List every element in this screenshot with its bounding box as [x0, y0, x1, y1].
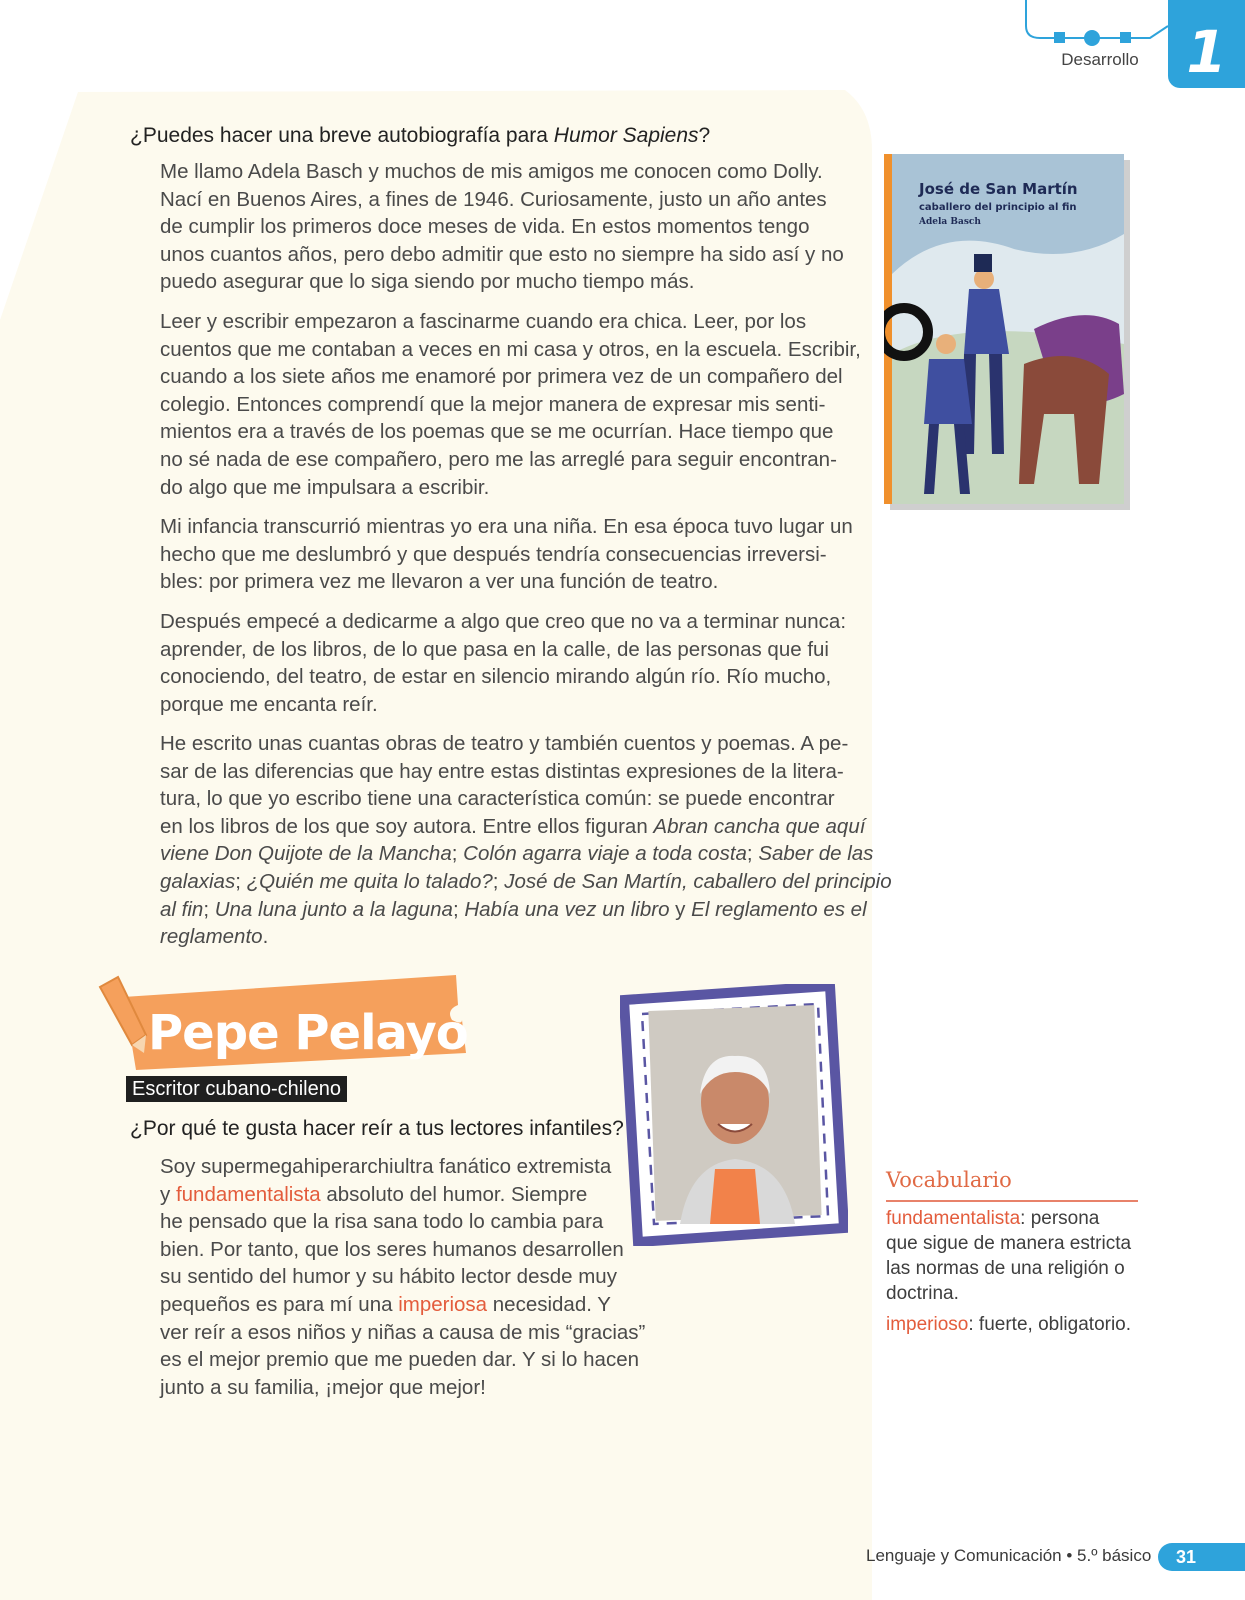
book-cover-image [884, 154, 1130, 510]
vocab-term-fundamentalista: fundamentalista [175, 1182, 321, 1206]
book-author: Adela Basch [919, 217, 981, 227]
pepe-answer: Soy supermegahiperarchiultra fanático extremista y fundamentalista absoluto del humor. Siempre he pensado que la risa sana todo lo cambia para bien. Por tanto, que los seres humanos desarrollen su sentido del humor y su hábito lector desde muy pequeños es para mí una imperiosa necesidad. Y ver reír a esos niños y niñas a causa de mis “gracias” es el mejor premio que me pueden dar. Y si lo hacen junto a su familia, ¡mejor que mejor! [160, 1155, 646, 1399]
paragraph-4: Después empecé a dedicarme a algo que creo que no va a terminar nunca: aprender, de los libros, de lo que pasa en la calle, de las personas que fui conociendo, del teatro, de estar en silencio mirando algún río. Río mucho, porque me encanta reír. [160, 610, 847, 716]
vocabulary-title: Vocabulario [886, 1168, 1012, 1192]
header-square-dot [1054, 32, 1065, 43]
page-number: 31 [1158, 1543, 1245, 1571]
header-round-dot [1084, 30, 1100, 46]
author-photo [620, 984, 848, 1246]
paragraph-5: He escrito unas cuantas obras de teatro y también cuentos y poemas. A pe- sar de las diferencias que hay entre estas distintas expresiones de la litera- tura, lo que yo escribo tiene una característica común: se puede encontrar en los libros de los que soy autora. Entre ellos figuran Abran cancha que aquí viene Don Quijote de la Mancha; Colón agarra viaje a toda costa; Saber de las galaxias; ¿Quién me quita lo talado?; José de San Martín, caballero del principio al fin; Una luna junto a la laguna; Había una vez un libro y El reglamento es el reglamento. [160, 732, 892, 949]
unit-number: 1 [1186, 18, 1227, 86]
author-name: Pepe Pelayo [148, 1005, 468, 1061]
paragraph-2: Leer y escribir empezaron a fascinarme cuando era chica. Leer, por los cuentos que me contaban a veces en mi casa y otros, en la escuela. Escribir, cuando a los siete años me enamoré por primera vez de un compañero del colegio. Entonces comprendí que la mejor manera de expresar mis senti- mientos era a través de los poemas que se me ocurrían. Hace tiempo que no sé nada de ese compañero, pero me las arreglé para seguir encontran- do algo que me impulsara a escribir. [160, 310, 861, 499]
footer-subject: Lenguaje y Comunicación • 5.º básico [866, 1546, 1152, 1565]
paragraph-1: Me llamo Adela Basch y muchos de mis amigos me conocen como Dolly. Nací en Buenos Aires, a fines de 1946. Curiosamente, justo un año antes de cumplir los primeros doce meses de vida. En estos momentos tengo unos cuantos años, pero debo admitir que esto no siempre ha sido así y no puedo asegurar que lo siga siendo por mucho tiempo más. [160, 160, 844, 294]
book-title: José de San Martín [919, 180, 1078, 198]
pepe-question: ¿Por qué te gusta hacer reír a tus lectores infantiles? [130, 1117, 624, 1140]
interview-question: ¿Puedes hacer una breve autobiografía para Humor Sapiens? [130, 124, 711, 147]
vocabulary-rule [886, 1200, 1138, 1202]
author-subtitle: Escritor cubano-chileno [126, 1076, 347, 1102]
vocabulary-item-2: imperioso: fuerte, obligatorio. [886, 1314, 1132, 1335]
vocabulary-item-1: fundamentalista: persona que sigue de manera estricta las normas de una religión o doctrina. [886, 1208, 1132, 1304]
paragraph-3: Mi infancia transcurrió mientras yo era una niña. En esa época tuvo lugar un hecho que me deslumbró y que después tendría consecuencias irreversi- bles: por primera vez me llevaron a ver una función de teatro. [160, 515, 853, 594]
vocab-term-imperiosa: imperiosa [398, 1292, 488, 1316]
book-subtitle: caballero del principio al fin [919, 202, 1077, 213]
section-label: Desarrollo [1061, 50, 1139, 69]
